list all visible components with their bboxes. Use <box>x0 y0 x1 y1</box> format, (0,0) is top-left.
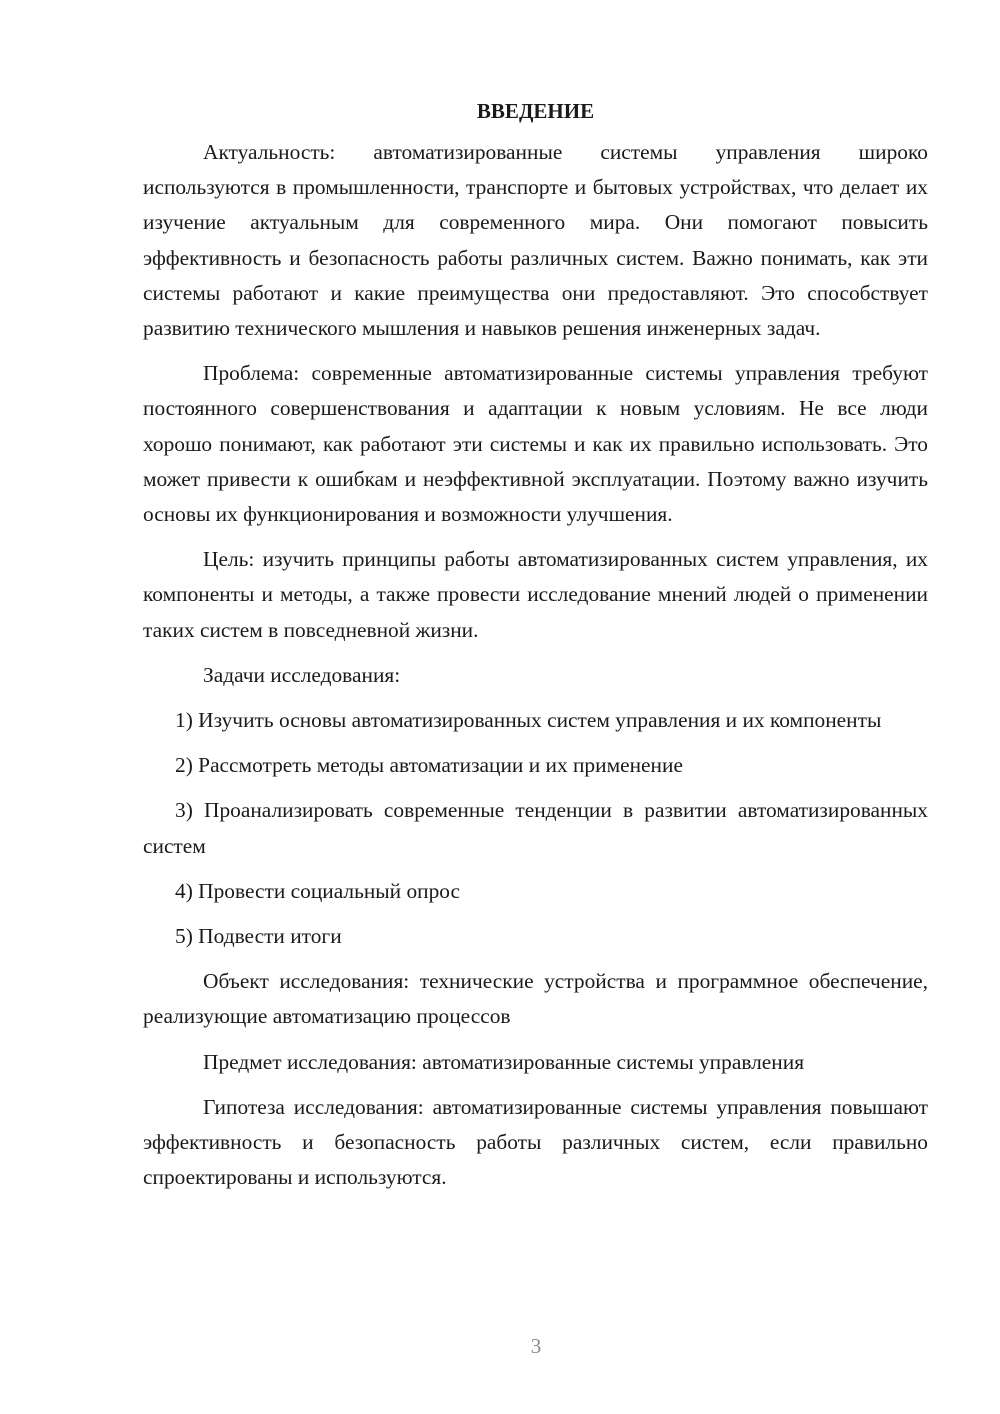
tasks-heading: Задачи исследования: <box>203 662 401 687</box>
research-object-paragraph: Объект исследования: технические устройства и программное обеспечение, реализующие автоматизацию процессов <box>143 969 928 1029</box>
relevance-paragraph: Актуальность: автоматизированные системы управления широко используются в промышленности, транспорте и бытовых устройствах, что делает их изучение актуальным для современного мира. Они помогают повысить эффективность и безопасность работы различных систем. Важно понимать, как эти системы работают и какие преимущества они предоставляют. Это способствует развитию технического мышления и навыков решения инженерных задач. <box>143 140 928 341</box>
list-item: 5) Подвести итоги <box>175 924 342 949</box>
list-item: 3) Проанализировать современные тенденции в развитии автоматизированных систем <box>143 798 928 858</box>
list-item: 2) Рассмотреть методы автоматизации и их применение <box>175 753 683 778</box>
goal-paragraph: Цель: изучить принципы работы автоматизированных систем управления, их компоненты и методы, а также провести исследование мнений людей о применении таких систем в повседневной жизни. <box>143 547 928 642</box>
list-item: 4) Провести социальный опрос <box>175 878 461 903</box>
research-subject-paragraph: Предмет исследования: автоматизированные системы управления <box>203 1049 805 1074</box>
problem-paragraph: Проблема: современные автоматизированные системы управления требуют постоянного совершенствования и адаптации к новым условиям. Не все люди хорошо понимают, как работают эти системы и как их правильно использовать. Это может привести к ошибкам и неэффективной эксплуатации. Поэтому важно изучить основы их функционирования и возможности улучшения. <box>143 361 928 527</box>
list-item: 1) Изучить основы автоматизированных систем управления и их компоненты <box>175 708 882 733</box>
page-number: 3 <box>530 1334 542 1358</box>
page-content <box>143 96 928 1195</box>
hypothesis-paragraph: Гипотеза исследования: автоматизированные системы управления повышают эффективность и безопасность работы различных систем, если правильно спроектированы и используются. <box>143 1094 928 1190</box>
page-title: ВВЕДЕНИЕ <box>476 99 595 123</box>
tasks-list <box>143 703 928 954</box>
